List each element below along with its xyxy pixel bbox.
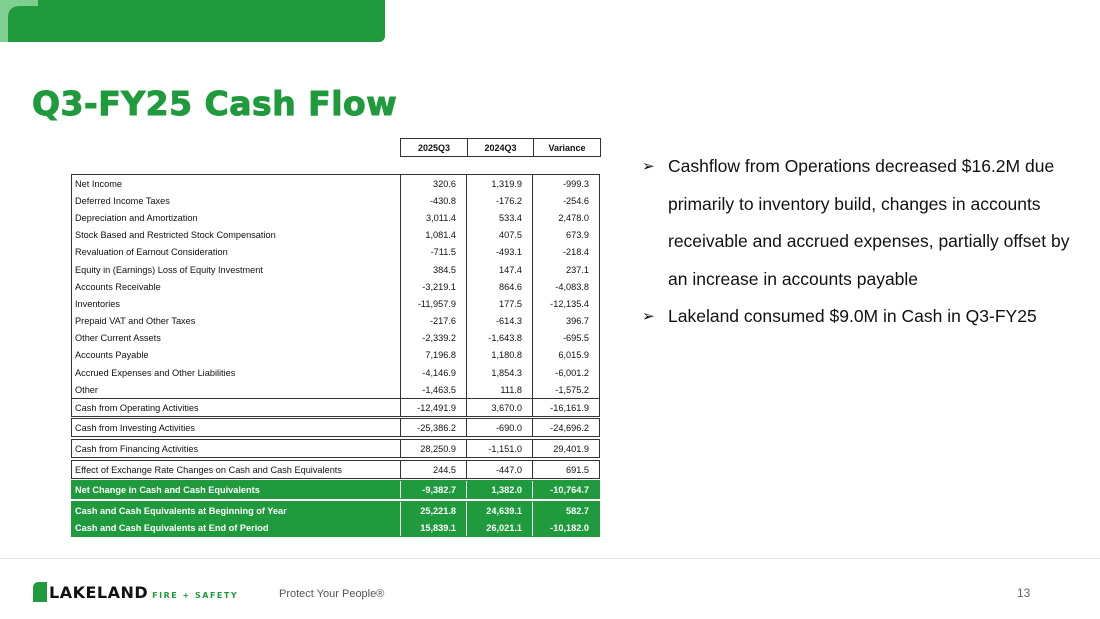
value-2024q3: 1,180.8 — [467, 347, 533, 364]
row-label: Inventories — [75, 298, 120, 309]
page-title: Q3-FY25 Cash Flow — [32, 84, 398, 123]
table-row — [72, 227, 599, 244]
row-label: Revaluation of Earnout Consideration — [75, 247, 228, 258]
row-label: Equity in (Earnings) Loss of Equity Investment — [75, 264, 263, 275]
value-2025q3: -9,382.7 — [400, 481, 467, 498]
value-variance: 691.5 — [566, 464, 589, 475]
value-2025q3: -4,146.9 — [400, 364, 467, 381]
row-label: Other — [75, 384, 98, 395]
row-label: Deferred Income Taxes — [75, 195, 170, 206]
value-variance: 673.9 — [566, 230, 589, 241]
table-header — [400, 138, 601, 157]
table-row — [72, 481, 599, 498]
value-2024q3: 26,021.1 — [467, 519, 533, 536]
list-item — [642, 298, 1072, 336]
logo-mark-icon — [33, 582, 47, 602]
value-variance: -6,001.2 — [555, 367, 589, 378]
value-2025q3: -12,491.9 — [400, 399, 467, 415]
footer-divider — [0, 558, 1100, 559]
value-2025q3: -217.6 — [400, 313, 467, 330]
value-2024q3: -614.3 — [467, 313, 533, 330]
value-2025q3: -3,219.1 — [400, 278, 467, 295]
operating-section — [71, 174, 600, 417]
fx-section — [71, 460, 600, 479]
value-2025q3: 25,221.8 — [400, 502, 467, 519]
row-label: Accounts Receivable — [75, 281, 161, 292]
value-variance: 582.7 — [566, 505, 589, 516]
value-2024q3: 3,670.0 — [467, 399, 533, 415]
table-row — [72, 278, 599, 295]
value-variance: -12,135.4 — [550, 298, 589, 309]
logo-wordmark: LAKELAND — [49, 583, 149, 602]
value-2024q3: 24,639.1 — [467, 502, 533, 519]
value-variance: -999.3 — [562, 178, 589, 189]
table-row — [72, 295, 599, 312]
table-row — [72, 261, 599, 278]
row-label: Stock Based and Restricted Stock Compensation — [75, 230, 276, 241]
value-2024q3: 533.4 — [467, 209, 533, 226]
value-2024q3: -1,151.0 — [467, 440, 533, 457]
cash-balance-section — [71, 501, 600, 537]
value-variance: 6,015.9 — [558, 350, 589, 361]
value-variance: 396.7 — [566, 316, 589, 327]
table-row — [72, 244, 599, 261]
value-variance: -218.4 — [562, 247, 589, 258]
value-2024q3: 1,319.9 — [467, 175, 533, 192]
value-variance: -4,083.8 — [555, 281, 589, 292]
row-label: Cash from Investing Activities — [75, 422, 195, 433]
company-logo — [33, 582, 238, 602]
column-header: Variance — [548, 142, 586, 153]
value-variance: -10,764.7 — [550, 484, 589, 495]
column-header: 2025Q3 — [401, 139, 468, 156]
top-banner — [0, 0, 385, 42]
table-row — [72, 175, 599, 192]
table-row — [72, 192, 599, 209]
value-variance: 237.1 — [566, 264, 589, 275]
table-row — [72, 364, 599, 381]
value-2025q3: 1,081.4 — [400, 227, 467, 244]
value-2024q3: 177.5 — [467, 295, 533, 312]
banner-swoosh-icon — [0, 0, 38, 42]
bullet-text: Cashflow from Operations decreased $16.2M due primarily to inventory build, changes in accounts receivable and accrued expenses, partially offset by an increase in accounts payable — [668, 156, 1070, 289]
row-label: Other Current Assets — [75, 333, 161, 344]
value-variance: -254.6 — [562, 195, 589, 206]
table-total-row — [72, 398, 599, 415]
list-item — [642, 148, 1072, 298]
value-2024q3: -1,643.8 — [467, 330, 533, 347]
row-label: Prepaid VAT and Other Taxes — [75, 316, 196, 327]
table-row — [72, 502, 599, 519]
tagline: Protect Your People® — [279, 588, 385, 600]
value-2025q3: 28,250.9 — [400, 440, 467, 457]
value-2024q3: -493.1 — [467, 244, 533, 261]
table-row — [72, 209, 599, 226]
row-label: Effect of Exchange Rate Changes on Cash and Cash Equivalents — [75, 464, 342, 475]
row-label: Accounts Payable — [75, 350, 149, 361]
row-label: Cash and Cash Equivalents at End of Period — [75, 522, 269, 533]
table-row — [72, 461, 599, 478]
page-number: 13 — [1017, 586, 1031, 600]
value-2025q3: -2,339.2 — [400, 330, 467, 347]
value-2025q3: 15,839.1 — [400, 519, 467, 536]
value-2024q3: 147.4 — [467, 261, 533, 278]
value-2024q3: 1,382.0 — [467, 481, 533, 498]
net-change-section — [71, 480, 600, 499]
investing-section — [71, 418, 600, 437]
value-2025q3: -711.5 — [400, 244, 467, 261]
value-2024q3: 864.6 — [467, 278, 533, 295]
value-2025q3: 244.5 — [400, 461, 467, 478]
value-2024q3: 111.8 — [467, 381, 533, 398]
value-2025q3: -430.8 — [400, 192, 467, 209]
row-label: Depreciation and Amortization — [75, 212, 198, 223]
value-2024q3: -447.0 — [467, 461, 533, 478]
table-row — [72, 347, 599, 364]
value-variance: -1,575.2 — [555, 384, 589, 395]
value-2024q3: 407.5 — [467, 227, 533, 244]
value-variance: -24,696.2 — [550, 422, 589, 433]
table-row — [72, 419, 599, 436]
value-variance: 29,401.9 — [553, 443, 589, 454]
table-row — [72, 381, 599, 398]
value-2025q3: -25,386.2 — [400, 419, 467, 436]
arrow-bullet-icon: ➢ — [642, 308, 655, 325]
arrow-bullet-icon: ➢ — [642, 158, 655, 175]
column-header: 2024Q3 — [468, 139, 534, 156]
value-variance: 2,478.0 — [558, 212, 589, 223]
value-variance: -16,161.9 — [550, 402, 589, 413]
value-2025q3: 3,011.4 — [400, 209, 467, 226]
row-label: Accrued Expenses and Other Liabilities — [75, 367, 236, 378]
row-label: Cash from Operating Activities — [75, 402, 199, 413]
value-variance: -695.5 — [562, 333, 589, 344]
value-2024q3: -176.2 — [467, 192, 533, 209]
commentary-list — [642, 148, 1072, 336]
row-label: Net Change in Cash and Cash Equivalents — [75, 484, 260, 495]
logo-subtitle: FIRE + SAFETY — [152, 591, 239, 600]
row-label: Cash from Financing Activities — [75, 443, 199, 454]
value-2025q3: -1,463.5 — [400, 381, 467, 398]
bullet-text: Lakeland consumed $9.0M in Cash in Q3-FY25 — [668, 306, 1037, 326]
value-2024q3: 1,854.3 — [467, 364, 533, 381]
value-2025q3: -11,957.9 — [400, 295, 467, 312]
value-variance: -10,182.0 — [550, 522, 589, 533]
table-row — [72, 519, 599, 536]
value-2025q3: 384.5 — [400, 261, 467, 278]
table-row — [72, 440, 599, 457]
row-label: Cash and Cash Equivalents at Beginning of Year — [75, 505, 287, 516]
financing-section — [71, 439, 600, 458]
table-row — [72, 330, 599, 347]
row-label: Net Income — [75, 178, 122, 189]
value-2025q3: 320.6 — [400, 175, 467, 192]
value-2024q3: -690.0 — [467, 419, 533, 436]
table-row — [72, 313, 599, 330]
value-2025q3: 7,196.8 — [400, 347, 467, 364]
